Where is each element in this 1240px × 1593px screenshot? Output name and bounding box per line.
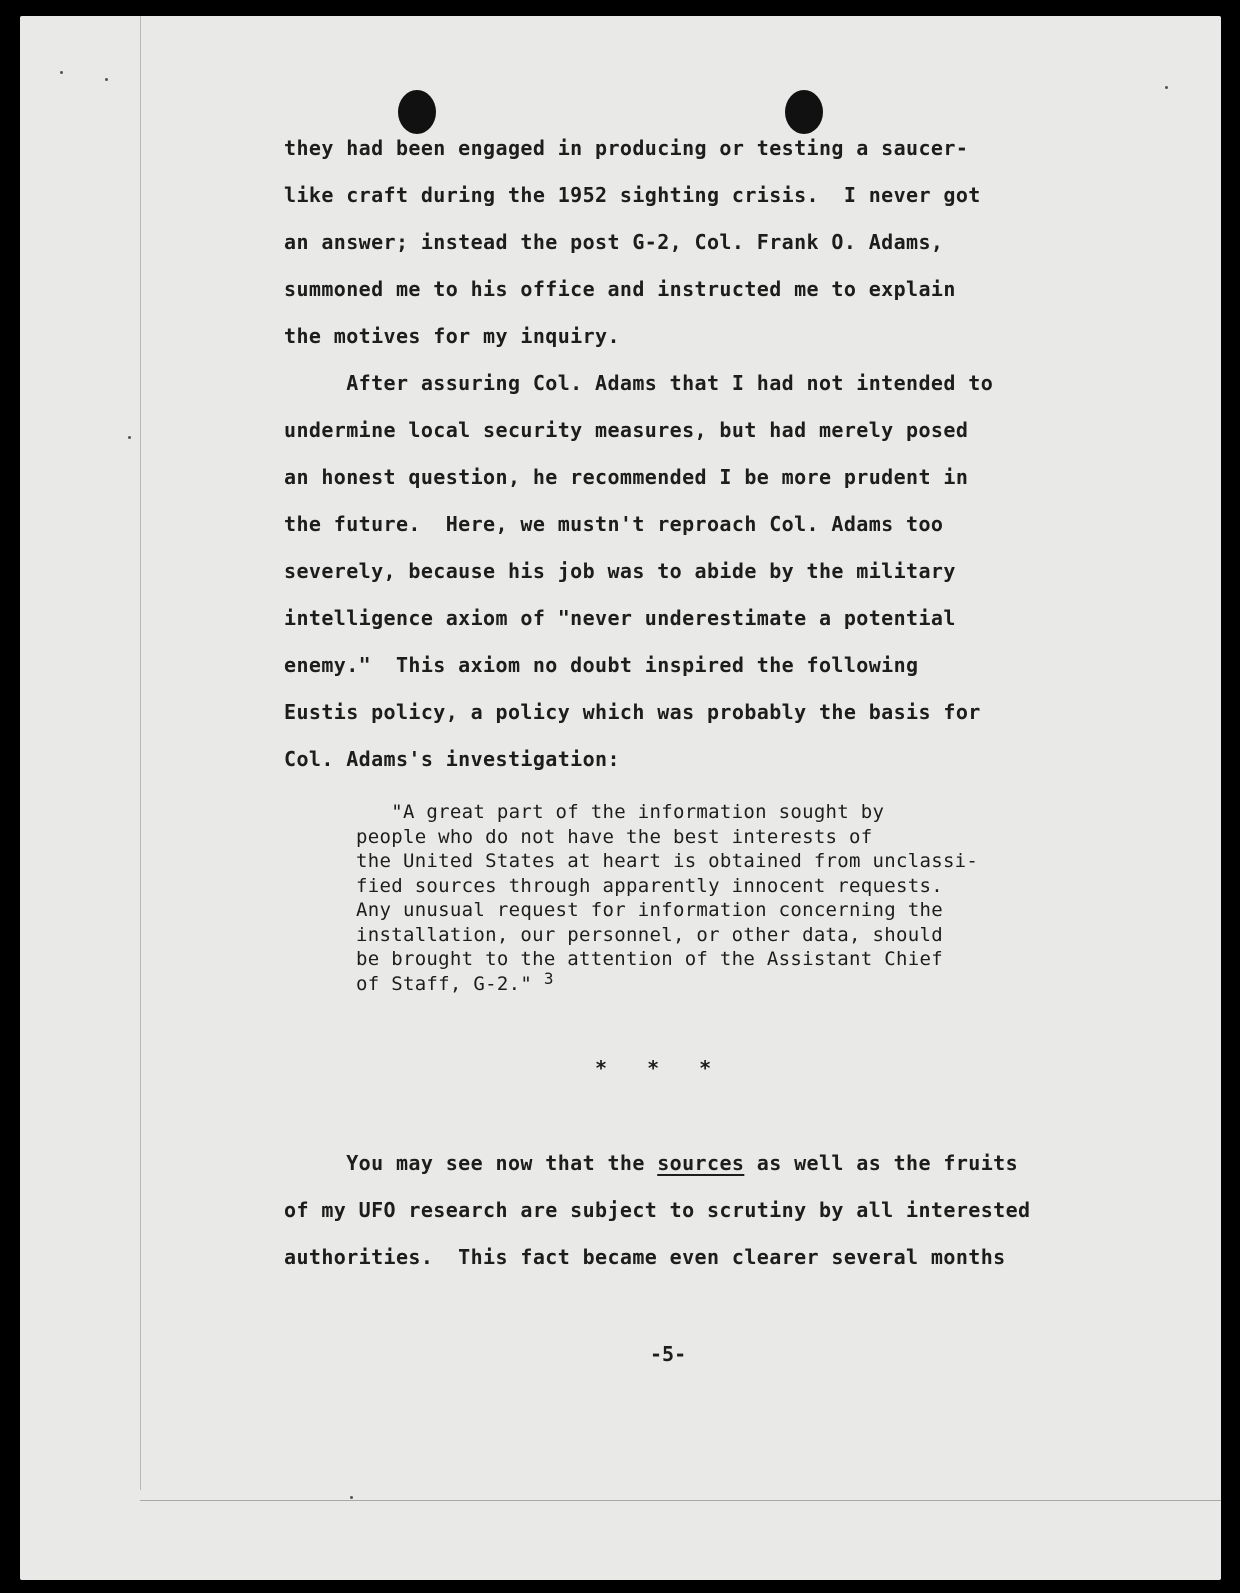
text-line: undermine local security measures, but had merely posed bbox=[284, 418, 969, 442]
text-lead: You may see now that the bbox=[284, 1151, 658, 1175]
paragraph-1 bbox=[284, 125, 1184, 783]
quote-line: installation, our personnel, or other data, should bbox=[356, 923, 943, 946]
paper-speck bbox=[1165, 86, 1168, 89]
footnote-marker: 3 bbox=[543, 968, 554, 988]
text-line: an answer; instead the post G-2, Col. Frank O. Adams, bbox=[284, 230, 944, 254]
text-line: the motives for my inquiry. bbox=[284, 324, 620, 348]
text-line: an honest question, he recommended I be more prudent in bbox=[284, 465, 969, 489]
quote-line: "A great part of the information sought by bbox=[356, 801, 885, 823]
paper-speck bbox=[350, 1496, 353, 1499]
text-line: enemy." This axiom no doubt inspired the following bbox=[284, 653, 919, 677]
text-tail: as well as the fruits bbox=[744, 1151, 1019, 1175]
underlined-word: sources bbox=[657, 1151, 745, 1175]
text-line: severely, because his job was to abide by the military bbox=[284, 559, 956, 583]
page-number: -5- bbox=[650, 1342, 687, 1366]
quote-line: fied sources through apparently innocent requests. bbox=[356, 874, 943, 897]
text-line: Col. Adams's investigation: bbox=[284, 747, 620, 771]
block-quote bbox=[356, 800, 1136, 997]
quote-line: the United States at heart is obtained from unclassi- bbox=[356, 850, 979, 872]
text-line: they had been engaged in producing or testing a saucer- bbox=[284, 136, 969, 160]
text-line: Eustis policy, a policy which was probably the basis for bbox=[284, 700, 981, 724]
quote-line bbox=[356, 968, 1136, 998]
paper-speck bbox=[128, 436, 131, 439]
text-line: of my UFO research are subject to scrutiny by all interested bbox=[284, 1198, 1031, 1222]
paper-speck bbox=[105, 78, 108, 81]
quote-line: Any unusual request for information concerning the bbox=[356, 899, 943, 921]
paragraph-3 bbox=[284, 1140, 1184, 1281]
text-line: intelligence axiom of "never underestimate a potential bbox=[284, 606, 956, 630]
quote-last-text: of Staff, G-2." bbox=[356, 972, 533, 995]
text-line: like craft during the 1952 sighting crisis. I never got bbox=[284, 183, 981, 207]
text-line: authorities. This fact became even clearer several months bbox=[284, 1245, 1006, 1269]
quote-line: be brought to the attention of the Assistant Chief bbox=[356, 948, 943, 970]
section-separator: * * * bbox=[595, 1056, 726, 1080]
quote-line: people who do not have the best interests of bbox=[356, 825, 873, 848]
text-line: summoned me to his office and instructed me to explain bbox=[284, 277, 956, 301]
text-line bbox=[284, 1140, 1184, 1187]
text-line: After assuring Col. Adams that I had not intended to bbox=[284, 371, 994, 395]
text-line: the future. Here, we mustn't reproach Col. Adams too bbox=[284, 512, 944, 536]
paper-speck bbox=[60, 71, 63, 74]
